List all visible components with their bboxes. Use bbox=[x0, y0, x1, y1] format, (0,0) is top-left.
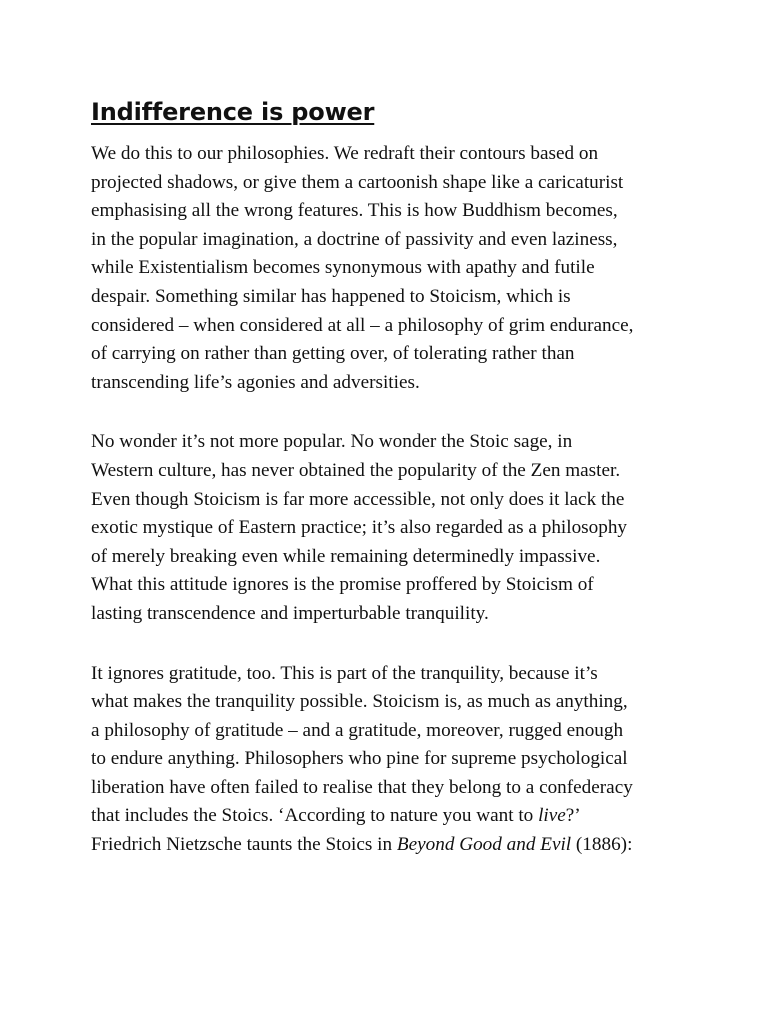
text-line: of carrying on rather than getting over, of tolerating rather than bbox=[91, 343, 575, 365]
text-line: what makes the tranquility possible. Stoicism is, as much as anything, bbox=[91, 691, 628, 713]
text-line: despair. Something similar has happened to Stoicism, which is bbox=[91, 285, 571, 307]
text-line: lasting transcendence and imperturbable tranquility. bbox=[91, 602, 489, 624]
document-title: Indifference is power bbox=[91, 98, 375, 126]
text-line: while Existentialism becomes synonymous with apathy and futile bbox=[91, 257, 595, 279]
text-line: of merely breaking even while remaining determinedly impassive. bbox=[91, 545, 601, 567]
paragraph-1 bbox=[91, 140, 691, 397]
text-line: liberation have often failed to realise that they belong to a confederacy bbox=[91, 776, 633, 798]
text-line-quote bbox=[91, 802, 691, 831]
text-line: to endure anything. Philosophers who pine for supreme psychological bbox=[91, 748, 628, 770]
text-run: that includes the Stoics. ‘According to nature you want to bbox=[91, 805, 539, 827]
text-line: projected shadows, or give them a cartoonish shape like a caricaturist bbox=[91, 171, 624, 193]
text-line: emphasising all the wrong features. This is how Buddhism becomes, bbox=[91, 200, 618, 222]
italic-word: live bbox=[538, 805, 566, 827]
text-line: transcending life’s agonies and adversities. bbox=[91, 371, 420, 393]
text-line: No wonder it’s not more popular. No wonder the Stoic sage, in bbox=[91, 431, 573, 453]
text-line: in the popular imagination, a doctrine of passivity and even laziness, bbox=[91, 228, 618, 250]
paragraph-3 bbox=[91, 660, 691, 860]
text-line: We do this to our philosophies. We redraft their contours based on bbox=[91, 143, 599, 164]
book-title: Beyond Good and Evil bbox=[396, 834, 572, 856]
paragraph-2 bbox=[91, 428, 691, 628]
document-body bbox=[91, 96, 691, 891]
text-line: What this attitude ignores is the promise proffered by Stoicism of bbox=[91, 574, 594, 596]
text-line: Even though Stoicism is far more accessible, not only does it lack the bbox=[91, 488, 625, 510]
text-line-citation bbox=[91, 831, 691, 860]
text-run: Friedrich Nietzsche taunts the Stoics in bbox=[91, 834, 397, 856]
text-run: ?’ bbox=[565, 805, 581, 827]
text-run: (1886): bbox=[571, 834, 633, 856]
text-line: a philosophy of gratitude – and a gratitude, moreover, rugged enough bbox=[91, 719, 624, 741]
text-line: It ignores gratitude, too. This is part of the tranquility, because it’s bbox=[91, 662, 598, 684]
text-line: considered – when considered at all – a philosophy of grim endurance, bbox=[91, 314, 634, 336]
text-line: Western culture, has never obtained the popularity of the Zen master. bbox=[91, 459, 621, 481]
text-line: exotic mystique of Eastern practice; it’s also regarded as a philosophy bbox=[91, 517, 628, 539]
